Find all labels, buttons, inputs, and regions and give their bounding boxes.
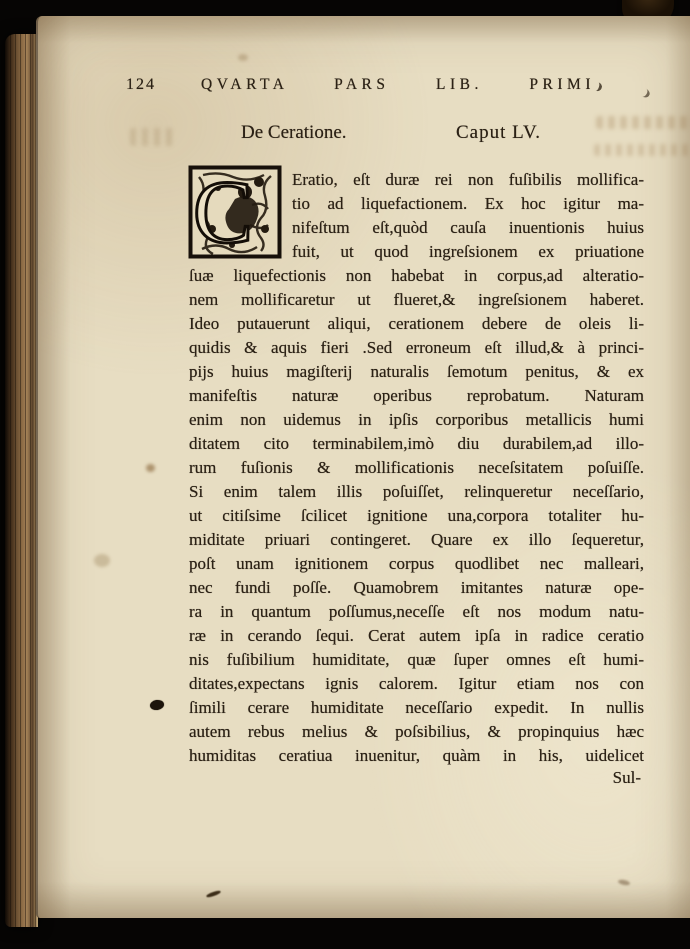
body-line: ſimili cerare humiditate neceſſario expedit. In nullis (189, 698, 644, 717)
ink-dot (149, 699, 164, 711)
body-line: nifeſtum eſt,quòd cauſa inuentionis huius (292, 218, 644, 237)
running-header: QVARTA PARS LIB. PRIMI (201, 76, 595, 93)
body-line: ut citiſsime ſcilicet ignitione una,corpora totaliter hu- (189, 506, 644, 525)
body-line: ræ in cerando ſequi. Cerat autem ipſa in radice ceratio (189, 626, 644, 645)
body-line: nem mollificaretur ut flueret,& ingreſsionem haberet. (189, 290, 644, 309)
body-line: fuit, ut quod ingreſsionem ex priuatione (292, 242, 644, 261)
body-line: poſt unam ignitionem corpus quodlibet nec malleari, (189, 554, 644, 573)
drop-cap-letter: C (193, 165, 254, 259)
body-line: quidis & aquis fieri .Sed erroneum eſt illud,& à princi- (189, 338, 644, 357)
body-line: rum fuſionis & mollificationis neceſsitatem poſuiſſe. (189, 458, 644, 477)
body-line: enim non uidemus in ipſis corporibus metallicis humi (189, 410, 644, 429)
body-line: tio ad liquefactionem. Ex hoc igitur ma- (292, 194, 644, 213)
body-line: nec fundi poſſe. Quamobrem imitantes naturæ ope- (189, 578, 644, 597)
body-line: autem rebus melius & poſsibilius, & propinquius hæc (189, 722, 644, 741)
body-text (189, 168, 644, 768)
body-line: manifeſtis naturæ operibus reprobatum. Naturam (189, 386, 644, 405)
paper-stain (94, 554, 110, 567)
body-line: ſuæ liquefectionis non habebat in corpus,ad alteratio- (189, 266, 644, 285)
body-line: Si enim talem illis poſuiſſet, relinqueretur neceſſario, (189, 482, 644, 501)
chapter-number: Caput LV. (456, 122, 542, 143)
ink-mark (618, 879, 631, 886)
chapter-title: De Ceratione. (241, 122, 347, 143)
body-line: Eratio, eſt duræ rei non fuſibilis mollifica- (292, 170, 644, 189)
book-page-edges (5, 34, 38, 927)
book-page (36, 16, 690, 918)
ink-mark (637, 86, 652, 100)
body-line: pijs huius magiſterij naturalis ſemotum penitus, & ex (189, 362, 644, 381)
ink-mark (206, 890, 222, 898)
paper-stain (146, 464, 155, 472)
paper-stain (238, 54, 248, 61)
body-line: ditates,expectans ignis calorem. Igitur etiam nos con (189, 674, 644, 693)
body-line: humiditas ceratiua inuenitur, quàm in his, uidelicet (189, 746, 644, 765)
body-line: ra in quantum poſſumus,neceſſe eſt nos modum natu- (189, 602, 644, 621)
body-line: Ideo putauerunt aliqui, cerationem debere de oleis li- (189, 314, 644, 333)
bleedthrough-text (130, 128, 174, 146)
body-line: nis fuſibilium humiditate, quæ ſuper omnes eſt humi- (189, 650, 644, 669)
catchword: Sul- (612, 768, 641, 787)
body-line: miditate priuari contingeret. Quare ex illo ſequeretur, (189, 530, 644, 549)
page-number: 124 (126, 76, 156, 93)
bleedthrough-text (596, 116, 690, 129)
body-line: ditatem cito terminabilem,imò diu durabilem,ad illo- (189, 434, 644, 453)
bleedthrough-text (594, 144, 690, 156)
